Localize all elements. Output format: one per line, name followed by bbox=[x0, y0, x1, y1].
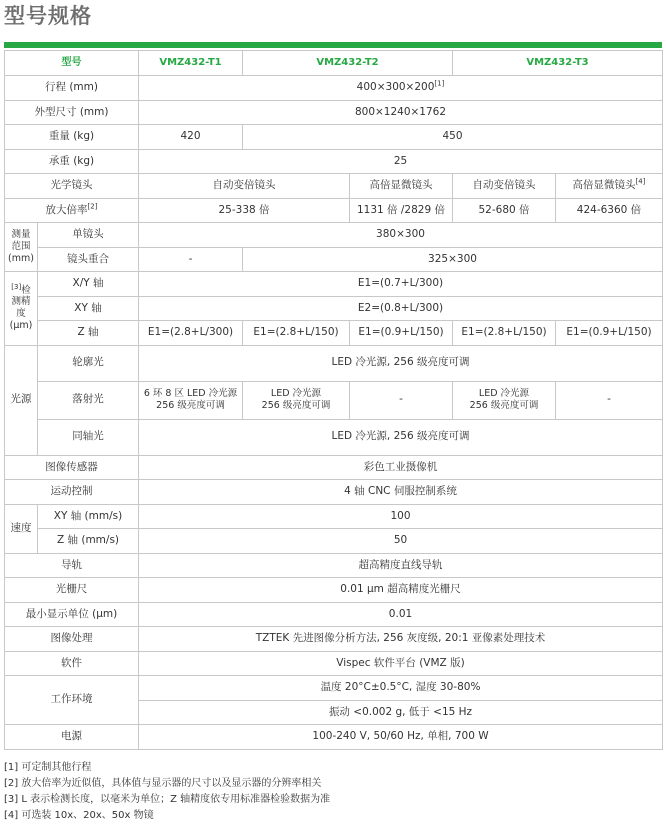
row-label-xy-axis: X/Y 轴 bbox=[38, 272, 139, 297]
table-row bbox=[5, 149, 663, 174]
group-label-speed: 速度 bbox=[5, 504, 38, 553]
row-label-coaxial: 同轴光 bbox=[38, 419, 139, 455]
z-accuracy-1: E1=(2.8+L/300) bbox=[139, 321, 243, 346]
row-label-dimensions: 外型尺寸 (mm) bbox=[5, 100, 139, 125]
table-row bbox=[5, 504, 663, 529]
weight-t1: 420 bbox=[139, 125, 243, 150]
title-divider bbox=[4, 42, 662, 48]
footnote-ref: [1] bbox=[434, 79, 445, 88]
footnote-4: [4] 可选装 10x、20x、50x 物镜 bbox=[4, 810, 154, 821]
table-row bbox=[5, 578, 663, 603]
table-row bbox=[5, 174, 663, 199]
row-label-scale: 光栅尺 bbox=[5, 578, 139, 603]
z-accuracy-4: E1=(2.8+L/150) bbox=[453, 321, 556, 346]
table-row bbox=[5, 553, 663, 578]
table-row bbox=[5, 529, 663, 554]
surface-light-t3a: LED 冷光源 256 级亮度可调 bbox=[453, 381, 556, 419]
dimensions-value: 800×1240×1762 bbox=[139, 100, 663, 125]
row-label-power: 电源 bbox=[5, 725, 139, 750]
header-model-t3: VMZ432-T3 bbox=[453, 51, 663, 76]
row-label-surface: 落射光 bbox=[38, 381, 139, 419]
row-label-guide: 导轨 bbox=[5, 553, 139, 578]
row-label-xy: XY 轴 bbox=[38, 296, 139, 321]
row-label-magnification: 放大倍率[2] bbox=[5, 198, 139, 223]
row-label-lens: 光学镜头 bbox=[5, 174, 139, 199]
group-label-light: 光源 bbox=[5, 345, 38, 455]
lens-overlap-rest: 325×300 bbox=[243, 247, 663, 272]
row-label-sensor: 图像传感器 bbox=[5, 455, 139, 480]
table-header-row bbox=[5, 51, 663, 76]
surface-light-t3b: - bbox=[556, 381, 663, 419]
table-row bbox=[5, 345, 663, 381]
magnification-zoom-t3: 52-680 倍 bbox=[453, 198, 556, 223]
lens-micro-t2: 高倍显微镜头 bbox=[350, 174, 453, 199]
table-row bbox=[5, 651, 663, 676]
row-label-load: 承重 (kg) bbox=[5, 149, 139, 174]
header-model-t2: VMZ432-T2 bbox=[243, 51, 453, 76]
guide-value: 超高精度直线导轨 bbox=[139, 553, 663, 578]
table-row bbox=[5, 602, 663, 627]
row-label-min-unit: 最小显示单位 (μm) bbox=[5, 602, 139, 627]
row-label-image-proc: 图像处理 bbox=[5, 627, 139, 652]
header-model-t1: VMZ432-T1 bbox=[139, 51, 243, 76]
table-row bbox=[5, 76, 663, 101]
row-label-z-speed: Z 轴 (mm/s) bbox=[38, 529, 139, 554]
table-row bbox=[5, 480, 663, 505]
table-row bbox=[5, 296, 663, 321]
row-label-environment: 工作环境 bbox=[5, 676, 139, 725]
stroke-value: 400×300×200[1] bbox=[139, 76, 663, 101]
row-label-lens-overlap: 镜头重合 bbox=[38, 247, 139, 272]
z-accuracy-3: E1=(0.9+L/150) bbox=[350, 321, 453, 346]
power-value: 100-240 V, 50/60 Hz, 单相, 700 W bbox=[139, 725, 663, 750]
min-unit-value: 0.01 bbox=[139, 602, 663, 627]
table-row bbox=[5, 381, 663, 419]
footnotes bbox=[4, 760, 330, 824]
footnote-ref: [3] bbox=[11, 282, 22, 291]
spec-table bbox=[4, 50, 663, 750]
surface-light-t2b: - bbox=[350, 381, 453, 419]
weight-t23: 450 bbox=[243, 125, 663, 150]
table-row bbox=[5, 725, 663, 750]
scale-value: 0.01 μm 超高精度光栅尺 bbox=[139, 578, 663, 603]
table-row bbox=[5, 627, 663, 652]
lens-zoom-t12: 自动变倍镜头 bbox=[139, 174, 350, 199]
xy-speed-value: 100 bbox=[139, 504, 663, 529]
footnote-ref: [2] bbox=[87, 202, 98, 211]
table-row bbox=[5, 198, 663, 223]
header-model-label: 型号 bbox=[5, 51, 139, 76]
coaxial-light-value: LED 冷光源, 256 级亮度可调 bbox=[139, 419, 663, 455]
row-label-z: Z 轴 bbox=[38, 321, 139, 346]
magnification-micro-t2: 1131 倍 /2829 倍 bbox=[350, 198, 453, 223]
row-label-weight: 重量 (kg) bbox=[5, 125, 139, 150]
surface-light-t1: 6 环 8 区 LED 冷光源 256 级亮度可调 bbox=[139, 381, 243, 419]
row-label-contour: 轮廓光 bbox=[38, 345, 139, 381]
magnification-zoom-t12: 25-338 倍 bbox=[139, 198, 350, 223]
table-row bbox=[5, 321, 663, 346]
z-accuracy-2: E1=(2.8+L/150) bbox=[243, 321, 350, 346]
software-value: Vispec 软件平台 (VMZ 版) bbox=[139, 651, 663, 676]
row-label-software: 软件 bbox=[5, 651, 139, 676]
table-row bbox=[5, 125, 663, 150]
environment-vibration: 振动 <0.002 g, 低于 <15 Hz bbox=[139, 700, 663, 725]
lens-zoom-t3: 自动变倍镜头 bbox=[453, 174, 556, 199]
table-row bbox=[5, 247, 663, 272]
z-speed-value: 50 bbox=[139, 529, 663, 554]
table-row bbox=[5, 272, 663, 297]
page-title: 型号规格 bbox=[4, 4, 92, 28]
surface-light-t2a: LED 冷光源 256 级亮度可调 bbox=[243, 381, 350, 419]
table-row bbox=[5, 419, 663, 455]
footnote-2: [2] 放大倍率为近似值，具体值与显示器的尺寸以及显示器的分辨率相关 bbox=[4, 778, 322, 789]
table-row bbox=[5, 676, 663, 701]
row-label-stroke: 行程 (mm) bbox=[5, 76, 139, 101]
image-proc-value: TZTEK 先进图像分析方法, 256 灰度级, 20:1 亚像素处理技术 bbox=[139, 627, 663, 652]
footnote-3: [3] L 表示检测长度，以毫米为单位；Z 轴精度依专用标准器检验数据为准 bbox=[4, 794, 331, 805]
xy-axis-accuracy: E1=(0.7+L/300) bbox=[139, 272, 663, 297]
footnote-1: [1] 可定制其他行程 bbox=[4, 762, 92, 773]
row-label-motion: 运动控制 bbox=[5, 480, 139, 505]
z-accuracy-5: E1=(0.9+L/150) bbox=[556, 321, 663, 346]
row-label-single-lens: 单镜头 bbox=[38, 223, 139, 248]
table-row bbox=[5, 223, 663, 248]
load-value: 25 bbox=[139, 149, 663, 174]
environment-temp: 温度 20°C±0.5°C, 湿度 30-80% bbox=[139, 676, 663, 701]
group-label-accuracy: [3]检测精度 (μm) bbox=[5, 272, 38, 346]
single-lens-value: 380×300 bbox=[139, 223, 663, 248]
contour-light-value: LED 冷光源, 256 级亮度可调 bbox=[139, 345, 663, 381]
lens-overlap-t1: - bbox=[139, 247, 243, 272]
xy-accuracy: E2=(0.8+L/300) bbox=[139, 296, 663, 321]
motion-value: 4 轴 CNC 伺服控制系统 bbox=[139, 480, 663, 505]
table-row bbox=[5, 100, 663, 125]
table-row bbox=[5, 455, 663, 480]
sensor-value: 彩色工业摄像机 bbox=[139, 455, 663, 480]
row-label-xy-speed: XY 轴 (mm/s) bbox=[38, 504, 139, 529]
magnification-micro-t3: 424-6360 倍 bbox=[556, 198, 663, 223]
lens-micro-t3: 高倍显微镜头[4] bbox=[556, 174, 663, 199]
footnote-ref: [4] bbox=[635, 177, 646, 186]
group-label-measure-range: 测量范围 (mm) bbox=[5, 223, 38, 272]
